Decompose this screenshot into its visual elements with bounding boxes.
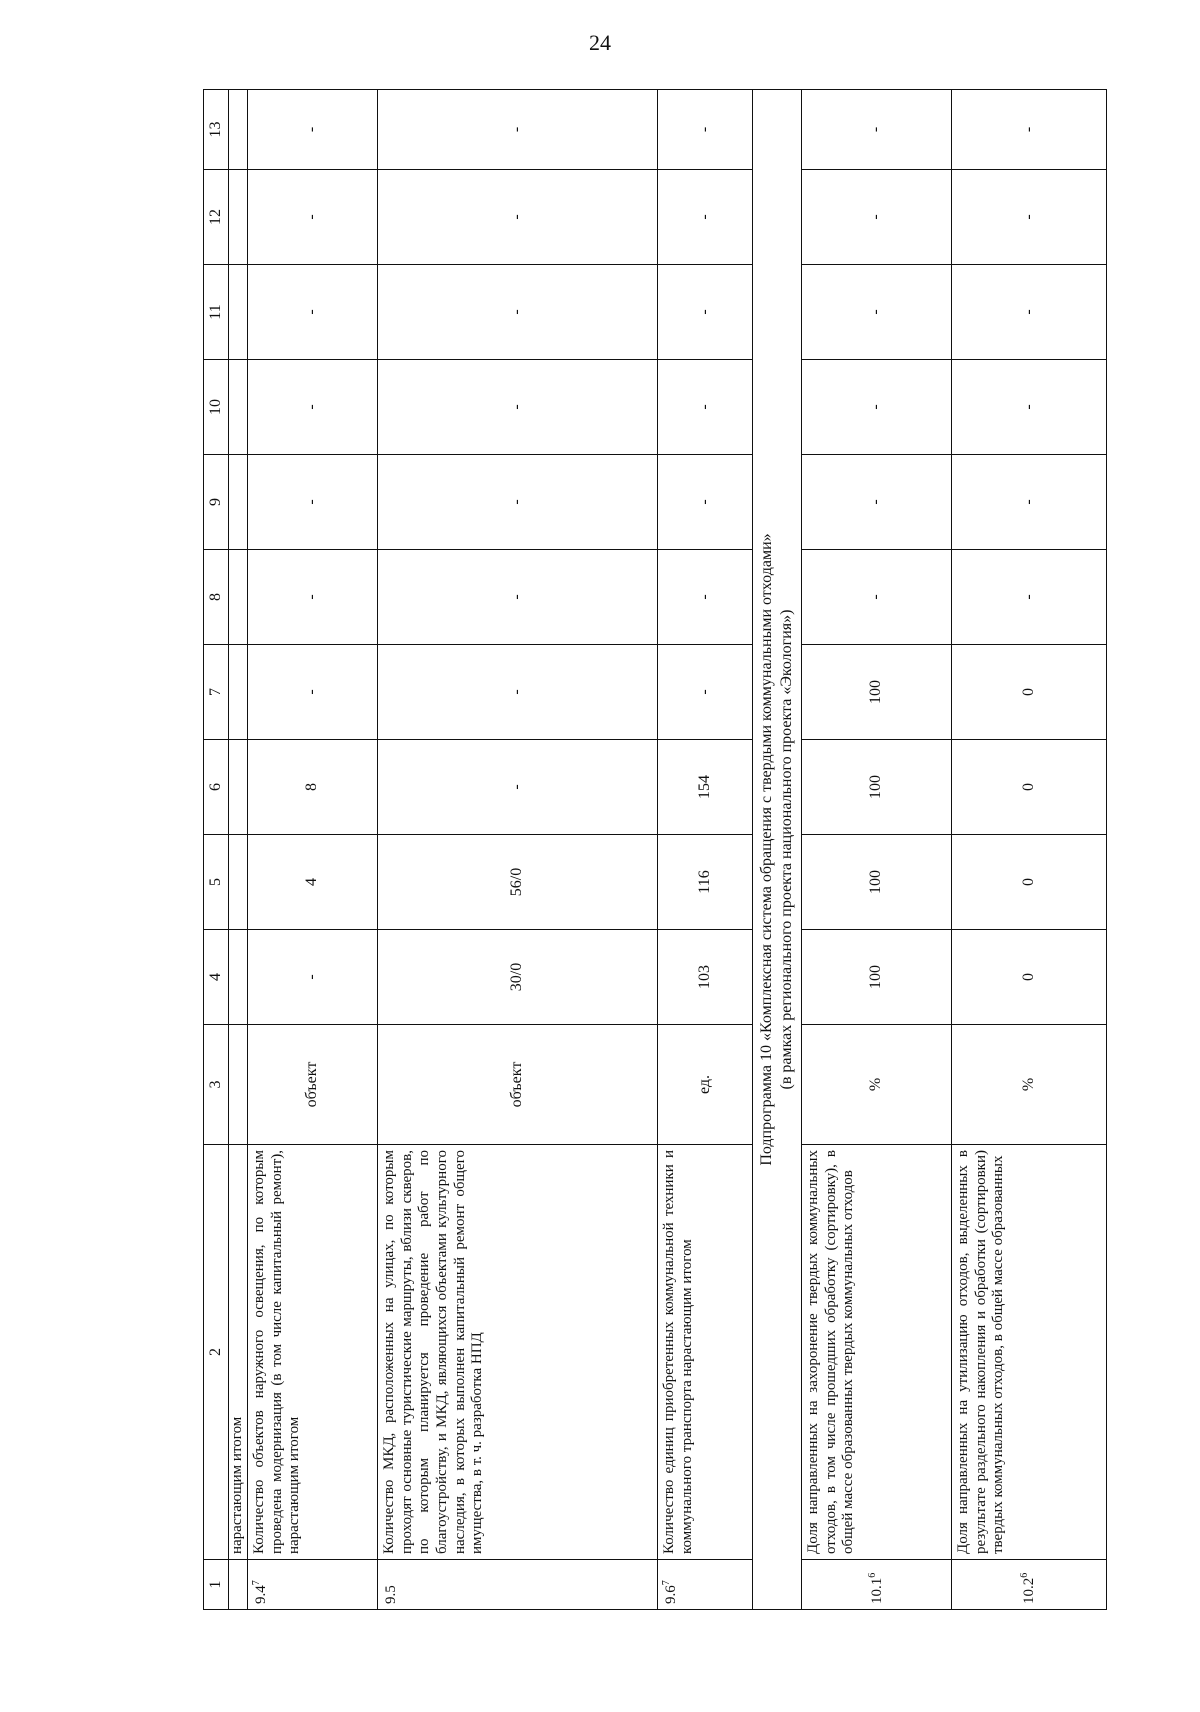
col-header-8: 8 (204, 550, 229, 645)
subprogram-title (753, 90, 802, 1610)
col-header-10: 10 (204, 360, 229, 455)
row-value-col9: - (658, 455, 753, 550)
row-value-col5: 4 (248, 835, 378, 930)
row-value-col6: 100 (802, 740, 952, 835)
col-header-5: 5 (204, 835, 229, 930)
row-value-col8: - (658, 550, 753, 645)
continuation-cell-empty (229, 550, 248, 645)
row-value-col8: - (952, 550, 1107, 645)
continuation-cell-empty (229, 740, 248, 835)
row-unit: объект (248, 1025, 378, 1145)
row-value-col12: - (658, 170, 753, 265)
row-value-col6: 8 (248, 740, 378, 835)
continuation-cell-empty (229, 645, 248, 740)
row-code: 10.2$^6$ (952, 1560, 1107, 1610)
row-indicator-name: Доля направленных на захоронение твердых коммунальных отходов, в том числе прошедших обработку (сортировку), в общей массе образованных твердых коммунальных отходов (802, 1145, 952, 1560)
row-value-col13: - (248, 90, 378, 170)
row-value-col5: 56/0 (378, 835, 658, 930)
table-row (952, 90, 1107, 1610)
row-unit: % (952, 1025, 1107, 1145)
row-value-col12: - (802, 170, 952, 265)
row-value-col5: 100 (802, 835, 952, 930)
row-code: 9.5 (378, 1560, 658, 1610)
subprogram-subtitle: (в рамках регионального проекта национального проекта «Экология») (778, 609, 795, 1090)
row-indicator-name: Количество объектов наружного освещения, по которым проведена модернизация (в том числе капитальный ремонт), нарастающим итогом (248, 1145, 378, 1560)
continuation-text: нарастающим итогом (229, 1145, 248, 1560)
row-value-col8: - (378, 550, 658, 645)
page-number: 24 (589, 30, 611, 55)
col-header-12: 12 (204, 170, 229, 265)
col-header-9: 9 (204, 455, 229, 550)
row-value-col12: - (378, 170, 658, 265)
row-value-col13: - (952, 90, 1107, 170)
col-header-13: 13 (204, 90, 229, 170)
continuation-cell-empty (229, 1560, 248, 1610)
row-value-col10: - (658, 360, 753, 455)
row-value-col4: - (248, 930, 378, 1025)
row-value-col11: - (802, 265, 952, 360)
row-value-col6: 0 (952, 740, 1107, 835)
col-header-4: 4 (204, 930, 229, 1025)
continuation-cell-empty (229, 90, 248, 170)
continuation-cell-empty (229, 835, 248, 930)
row-value-col8: - (802, 550, 952, 645)
row-indicator-name: Доля направленных на утилизацию отходов, выделенных в результате раздельного накопления и обработки (сортировки) твердых коммунальных отходов, в общей массе образованных (952, 1145, 1107, 1560)
continuation-cell-empty (229, 1025, 248, 1145)
row-value-col12: - (952, 170, 1107, 265)
row-code: $9.4^7$ (248, 1560, 378, 1610)
row-value-col13: - (378, 90, 658, 170)
row-code: 10.1$^6$ (802, 1560, 952, 1610)
table-row (658, 90, 753, 1610)
row-unit: объект (378, 1025, 658, 1145)
col-header-2: 2 (204, 1145, 229, 1560)
row-value-col8: - (248, 550, 378, 645)
row-value-col10: - (378, 360, 658, 455)
table-row (802, 90, 952, 1610)
row-value-col11: - (248, 265, 378, 360)
header-row (204, 90, 229, 1610)
col-header-7: 7 (204, 645, 229, 740)
row-value-col7: - (378, 645, 658, 740)
row-value-col11: - (952, 265, 1107, 360)
row-code: $9.6^7$ (658, 1560, 753, 1610)
subprogram-name: Подпрограмма 10 «Комплексная система обращения с твердыми коммунальными отходами» (758, 533, 775, 1166)
row-value-col9: - (378, 455, 658, 550)
row-value-col9: - (952, 455, 1107, 550)
row-value-col4: 100 (802, 930, 952, 1025)
continuation-cell-empty (229, 170, 248, 265)
row-indicator-name: Количество МКД, расположенных на улицах, по которым проходят основные туристические маршруты, вблизи скверов, по которым планируется проведение работ по благоустройству, и МКД, являющихся объектами культурного наследия, в которых выполнен капитальный ремонт общего имущества, в т. ч. разработка НПД (378, 1145, 658, 1560)
row-value-col4: 0 (952, 930, 1107, 1025)
row-value-col5: 116 (658, 835, 753, 930)
row-indicator-name: Количество единиц приобретенных коммунальной техники и коммунального транспорта нарастающим итогом (658, 1145, 753, 1560)
continuation-row (229, 90, 248, 1610)
continuation-cell-empty (229, 360, 248, 455)
row-unit: % (802, 1025, 952, 1145)
row-value-col10: - (802, 360, 952, 455)
row-value-col9: - (802, 455, 952, 550)
row-value-col4: 30/0 (378, 930, 658, 1025)
row-value-col4: 103 (658, 930, 753, 1025)
continuation-cell-empty (229, 455, 248, 550)
row-unit: ед. (658, 1025, 753, 1145)
row-value-col7: - (248, 645, 378, 740)
row-value-col11: - (378, 265, 658, 360)
row-value-col6: - (378, 740, 658, 835)
col-header-1: 1 (204, 1560, 229, 1610)
row-value-col9: - (248, 455, 378, 550)
row-value-col12: - (248, 170, 378, 265)
col-header-3: 3 (204, 1025, 229, 1145)
row-value-col10: - (952, 360, 1107, 455)
continuation-cell-empty (229, 265, 248, 360)
row-value-col7: - (658, 645, 753, 740)
row-value-col13: - (802, 90, 952, 170)
row-value-col7: 0 (952, 645, 1107, 740)
section-row (753, 90, 802, 1610)
col-header-6: 6 (204, 740, 229, 835)
row-value-col10: - (248, 360, 378, 455)
row-value-col6: 154 (658, 740, 753, 835)
continuation-cell-empty (229, 930, 248, 1025)
col-header-11: 11 (204, 265, 229, 360)
row-value-col13: - (658, 90, 753, 170)
row-value-col5: 0 (952, 835, 1107, 930)
rotated-table-container (203, 90, 1103, 1610)
indicators-table (203, 89, 1107, 1610)
table-row (378, 90, 658, 1610)
row-value-col11: - (658, 265, 753, 360)
row-value-col7: 100 (802, 645, 952, 740)
table-row (248, 90, 378, 1610)
